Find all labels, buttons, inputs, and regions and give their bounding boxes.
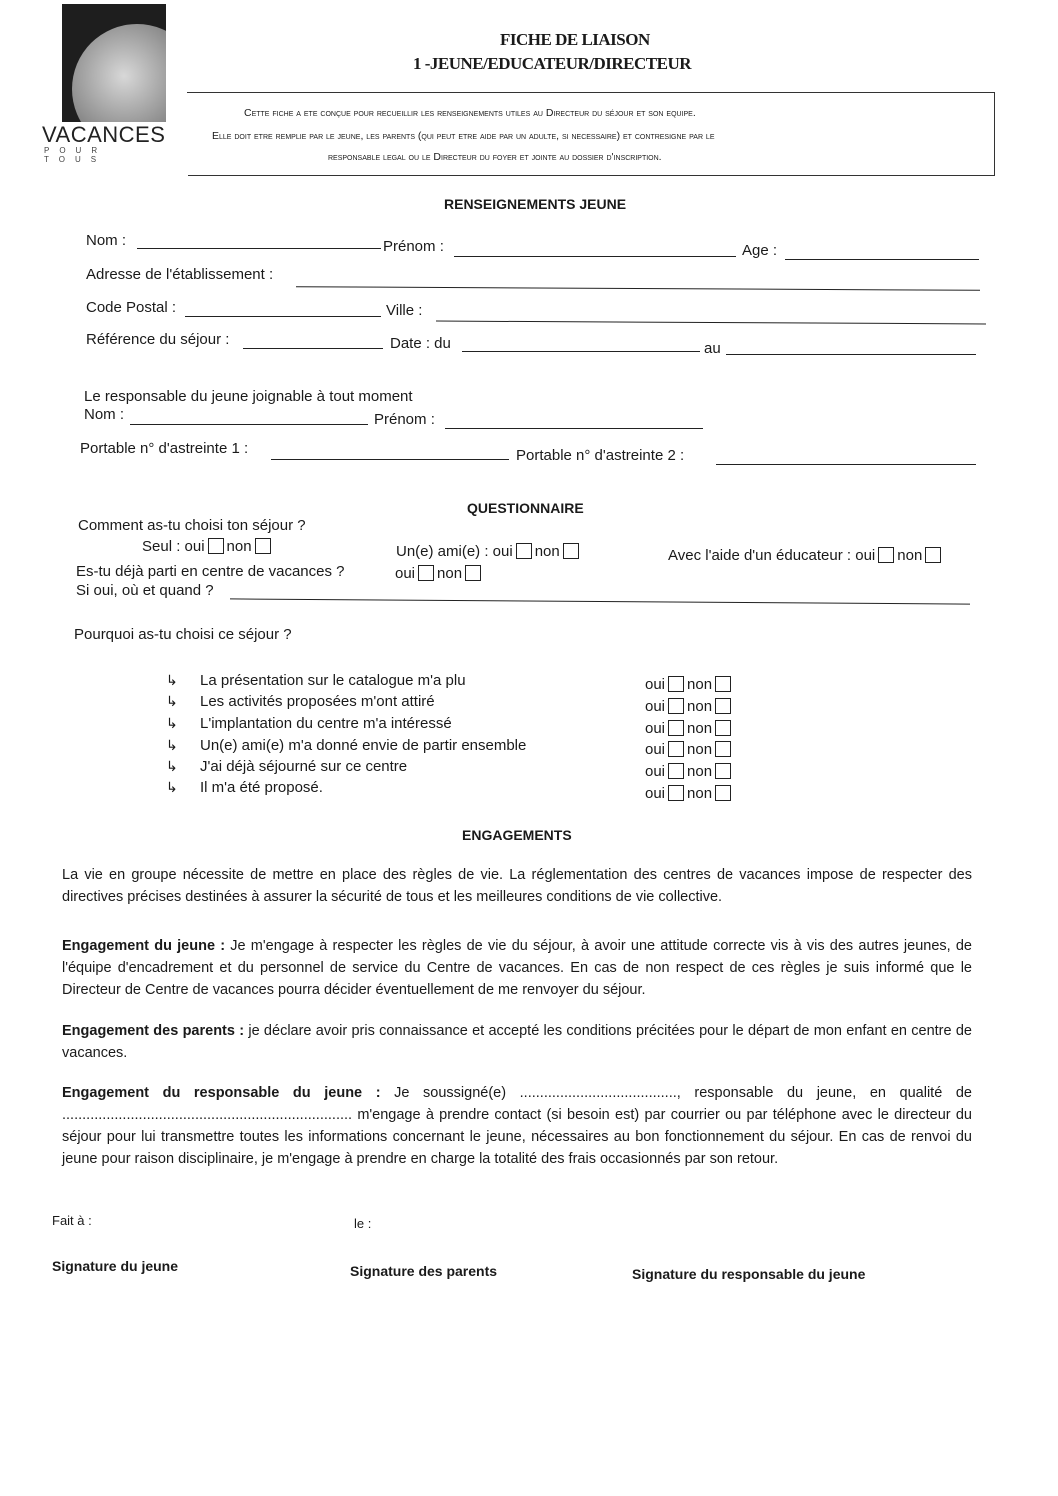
document-title: FICHE DE LIAISON (500, 30, 650, 49)
resp-nom-label: Nom : (84, 406, 125, 423)
code-postal-label: Code Postal : (86, 299, 177, 316)
reference-field[interactable] (243, 348, 383, 349)
nom-field[interactable] (137, 248, 381, 249)
reason-oui-checkbox[interactable] (668, 676, 684, 692)
arrow-bullet-icon: ↳ (166, 779, 178, 795)
age-field[interactable] (785, 259, 979, 260)
reason-oui-label: oui (645, 676, 666, 693)
engagement-parents-label: Engagement des parents : (62, 1023, 245, 1039)
arrow-bullet-icon: ↳ (166, 758, 178, 774)
intro-box (188, 92, 995, 176)
ami-non-checkbox[interactable] (563, 543, 579, 559)
reason-choice-row (645, 720, 734, 737)
portable1-label: Portable n° d'astreinte 1 : (80, 440, 249, 457)
seul-oui-checkbox[interactable] (208, 538, 224, 554)
reason-choice-row (645, 676, 734, 693)
date-du-field[interactable] (462, 351, 700, 352)
q-pourquoi: Pourquoi as-tu choisi ce séjour ? (74, 626, 292, 643)
educ-label: Avec l'aide d'un éducateur : oui (668, 547, 876, 564)
q-ami-row (396, 543, 582, 560)
logo-subtext: POUR TOUS (44, 146, 108, 164)
reason-label: Un(e) ami(e) m'a donné envie de partir ensemble (200, 737, 527, 754)
reason-choice-row (645, 741, 734, 758)
engagement-resp-label: Engagement du responsable du jeune : (62, 1085, 381, 1101)
engagement-jeune-text: Je m'engage à respecter les règles de vie du séjour, à avoir une attitude correcte vis à vis des autres jeunes, de l'équipe d'encadrement et du personnel de service du Centre de vacances. En cas de non respect de ces règles je suis informé que le Directeur de Centre de vacances pourra décider éventuellement de me renvoyer du séjour. (62, 938, 972, 998)
signature-jeune: Signature du jeune (52, 1258, 179, 1274)
reason-non-label: non (687, 698, 713, 715)
intro-line-1: Cette fiche a ete conçue pour recueillir les renseignements utiles au Directeur du séjour et son equipe. (244, 107, 696, 119)
educ-non-checkbox[interactable] (925, 547, 941, 563)
signature-parents: Signature des parents (350, 1263, 498, 1279)
educ-oui-checkbox[interactable] (878, 547, 894, 563)
reason-choice-row (645, 785, 734, 802)
arrow-bullet-icon: ↳ (166, 715, 178, 731)
reason-label: J'ai déjà séjourné sur ce centre (200, 758, 408, 775)
au-field[interactable] (726, 354, 976, 355)
arrow-bullet-icon: ↳ (166, 672, 178, 688)
section-title-renseignements: RENSEIGNEMENTS JEUNE (444, 196, 627, 212)
reason-choice-row (645, 763, 734, 780)
adresse-label: Adresse de l'établissement : (86, 266, 274, 283)
au-label: au (704, 340, 721, 357)
ami-non-label: non (534, 543, 560, 560)
engagement-jeune-label: Engagement du jeune : (62, 938, 226, 954)
deja-oui-label: oui (395, 565, 416, 582)
signature-responsable: Signature du responsable du jeune (632, 1266, 866, 1282)
deja-non-label: non (437, 565, 463, 582)
code-postal-field[interactable] (185, 316, 381, 317)
engagement-parents (62, 1020, 972, 1064)
reason-choice-row (645, 698, 734, 715)
ou-quand-field[interactable] (230, 598, 970, 604)
adresse-field[interactable] (296, 286, 980, 291)
intro-line-3: responsable legal ou le Directeur du foyer et jointe au dossier d'inscription. (328, 151, 662, 163)
prenom-field[interactable] (454, 256, 736, 257)
portable1-field[interactable] (271, 459, 509, 460)
engagement-resp-text: Je soussigné(e) ......................................., responsable du jeune, en qualité de ........................................................................ m'engage à prendre contact (si besoin est) par courrier ou par téléphone avec le directeur du séjour pour lui transmettre toutes les informations concernant le jeune, nécessaires au bon fonctionnement du séjour. En cas de renvoi du jeune pour raison disciplinaire, je m'engage à prendre en charge la totalité des frais occasionnés par son retour. (62, 1085, 972, 1167)
ville-field[interactable] (436, 321, 986, 325)
q-ou-quand: Si oui, où et quand ? (76, 582, 214, 599)
nom-label: Nom : (86, 232, 127, 249)
q-deja-parti-row (395, 565, 484, 582)
reason-non-checkbox[interactable] (715, 763, 731, 779)
reason-oui-checkbox[interactable] (668, 698, 684, 714)
q-seul-row (142, 538, 274, 555)
reason-oui-checkbox[interactable] (668, 741, 684, 757)
seul-label: Seul : oui (142, 538, 205, 555)
reason-label: La présentation sur le catalogue m'a plu (200, 672, 466, 689)
date-du-label: Date : du (390, 335, 451, 352)
reason-non-label: non (687, 763, 713, 780)
reason-label: Il m'a été proposé. (200, 779, 323, 796)
le-label: le : (354, 1216, 372, 1231)
reason-oui-label: oui (645, 785, 666, 802)
arrow-bullet-icon: ↳ (166, 737, 178, 753)
engagement-responsable (62, 1082, 972, 1170)
resp-nom-field[interactable] (130, 424, 368, 425)
age-label: Age : (742, 242, 778, 259)
logo-image (62, 4, 166, 122)
q-deja-parti: Es-tu déjà parti en centre de vacances ? (76, 563, 345, 580)
section-title-questionnaire: QUESTIONNAIRE (467, 500, 584, 516)
reference-label: Référence du séjour : (86, 331, 230, 348)
educ-non-label: non (897, 547, 923, 564)
responsable-label: Le responsable du jeune joignable à tout moment (84, 388, 413, 405)
resp-prenom-label: Prénom : (374, 411, 435, 428)
engagement-parents-text: je déclare avoir pris connaissance et accepté les conditions précitées pour le départ de mon enfant en centre de vacances. (62, 1023, 972, 1061)
portable2-field[interactable] (716, 464, 976, 465)
arrow-bullet-icon: ↳ (166, 693, 178, 709)
ville-label: Ville : (386, 302, 423, 319)
section-title-engagements: ENGAGEMENTS (462, 827, 572, 843)
reason-oui-label: oui (645, 720, 666, 737)
reason-oui-checkbox[interactable] (668, 785, 684, 801)
reason-non-label: non (687, 785, 713, 802)
reason-oui-label: oui (645, 763, 666, 780)
q-choix-sejour: Comment as-tu choisi ton séjour ? (78, 517, 306, 534)
reason-non-label: non (687, 720, 713, 737)
logo (42, 4, 170, 164)
seul-non-label: non (226, 538, 252, 555)
reason-non-checkbox[interactable] (715, 741, 731, 757)
reason-non-checkbox[interactable] (715, 676, 731, 692)
engagement-intro: La vie en groupe nécessite de mettre en place des règles de vie. La réglementation des centres de vacances impose de respecter des directives précises destinées à assurer la sécurité de tous et les meilleures conditions de vie collective. (62, 867, 972, 905)
reason-oui-checkbox[interactable] (668, 720, 684, 736)
reason-oui-checkbox[interactable] (668, 763, 684, 779)
fait-a-label: Fait à : (52, 1213, 92, 1228)
deja-non-checkbox[interactable] (465, 565, 481, 581)
ami-label: Un(e) ami(e) : oui (396, 543, 513, 560)
reason-oui-label: oui (645, 741, 666, 758)
reason-non-label: non (687, 676, 713, 693)
resp-prenom-field[interactable] (445, 428, 703, 429)
reason-oui-label: oui (645, 698, 666, 715)
reason-non-checkbox[interactable] (715, 720, 731, 736)
document-subtitle: 1 -JEUNE/EDUCATEUR/DIRECTEUR (413, 54, 692, 73)
prenom-label: Prénom : (383, 238, 444, 255)
reason-label: L'implantation du centre m'a intéressé (200, 715, 452, 732)
intro-line-2: Elle doit etre remplie par le jeune, les parents (qui peut etre aide par un adulte, si necessaire) et contresigne par le (212, 130, 715, 142)
reason-non-label: non (687, 741, 713, 758)
reason-label: Les activités proposées m'ont attiré (200, 693, 435, 710)
portable2-label: Portable n° d'astreinte 2 : (516, 447, 685, 464)
q-educ-row (668, 547, 944, 564)
seul-non-checkbox[interactable] (255, 538, 271, 554)
deja-oui-checkbox[interactable] (418, 565, 434, 581)
engagement-jeune (62, 935, 972, 1001)
logo-text: VACANCES (42, 122, 166, 147)
reason-non-checkbox[interactable] (715, 698, 731, 714)
reason-non-checkbox[interactable] (715, 785, 731, 801)
ami-oui-checkbox[interactable] (516, 543, 532, 559)
